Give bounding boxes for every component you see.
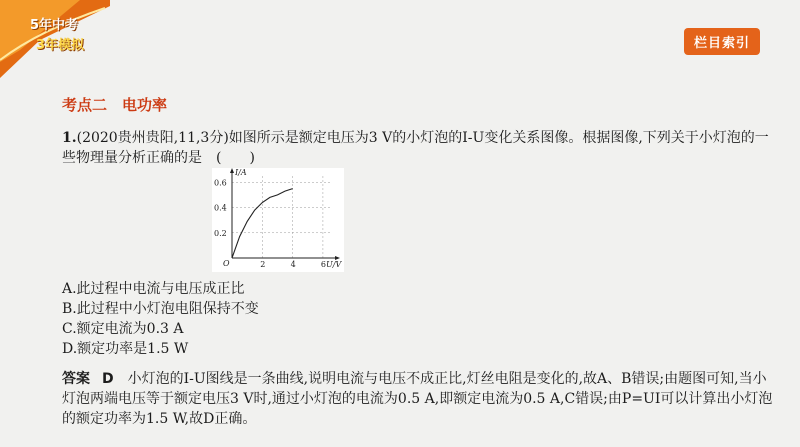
brand-logo [0,0,110,78]
section-title: 考点二 电功率 [62,96,168,114]
logo-text-bottom: 3年模拟 [36,38,85,53]
answer-explanation: 小灯泡的I-U图线是一条曲线,说明电流与电压不成正比,灯丝电阻是变化的,故A、B错误;由题图可知,当小灯泡两端电压等于额定电压3 V时,通过小灯泡的电流为0.5 A,即额定电流为0.5 A,C错误;由P=UI可以计算出小灯泡的额定功率为1.5 W,故D正确。 [62,371,773,427]
y-tick-label-0: 0.2 [214,228,227,238]
y-axis-label: I/A [235,168,247,177]
iu-graph [212,168,344,272]
option-d[interactable]: D.额定功率是1.5 W [62,341,189,357]
x-axis-label: U/V [326,260,342,269]
column-index-button[interactable]: 栏目索引 [684,28,760,55]
answer-block [62,369,774,429]
options-list [62,279,259,359]
x-tick-label-2: 6 [320,260,327,269]
question-text [62,128,772,168]
question-body: (2020贵州贵阳,11,3分)如图所示是额定电压为3 V的小灯泡的I-U变化关系图像。根据图像,下列关于小灯泡的一些物理量分析正确的是 ( ) [62,130,769,166]
answer-letter: D [102,371,114,387]
logo-text-top: 5年中考 [30,18,79,33]
option-b[interactable]: B.此过程中小灯泡电阻保持不变 [62,301,259,317]
y-tick-label-2: 0.6 [214,178,227,188]
question-number: 1. [62,130,77,146]
y-tick-label-1: 0.4 [214,203,227,213]
option-c[interactable]: C.额定电流为0.3 A [62,321,184,337]
x-tick-label-0: 2 [260,260,266,269]
iu-chart-svg [212,168,344,272]
answer-label: 答案 [62,371,90,387]
x-tick-label-1: 4 [290,260,296,269]
option-a[interactable]: A.此过程中电流与电压成正比 [62,281,245,297]
origin-label: O [223,259,230,268]
